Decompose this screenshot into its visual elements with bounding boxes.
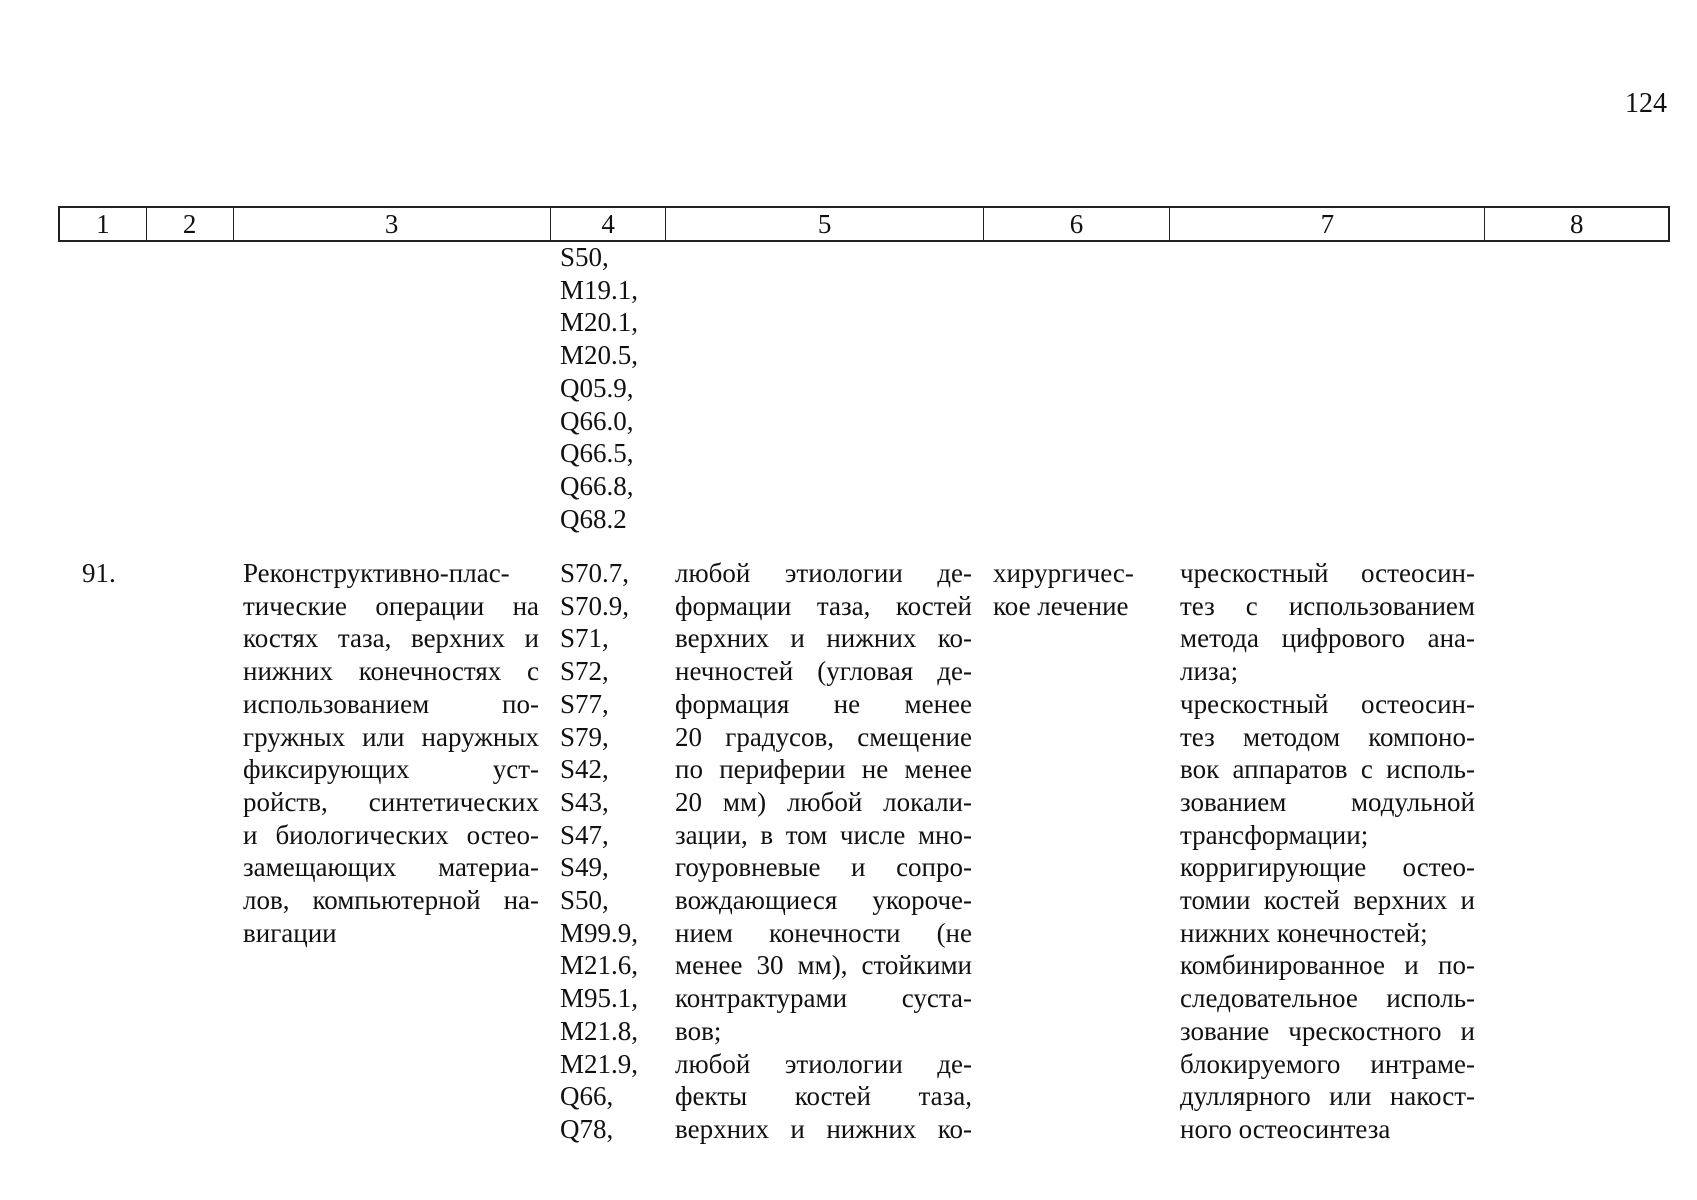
- indication-line: вождающиеся укороче-: [675, 885, 972, 916]
- continuation-codes-cell: [560, 241, 670, 535]
- method-line: ного остеосинтеза: [1180, 1113, 1391, 1144]
- header-col-4: 4: [551, 208, 667, 240]
- diagnosis-codes-cell: [560, 557, 670, 1146]
- header-col-8: 8: [1569, 209, 1584, 239]
- method-line: дуллярного или накост-: [1180, 1081, 1475, 1112]
- method-line: нижних конечностей;: [1180, 917, 1428, 948]
- code-line: Q66.8,: [560, 470, 634, 501]
- code-line: M19.1,: [560, 274, 639, 305]
- header-col-6: 6: [984, 208, 1171, 240]
- indication-line: формации таза, костей: [675, 590, 972, 621]
- method-line: трансформации;: [1180, 819, 1369, 850]
- treatment-type-cell: [993, 557, 1173, 622]
- code-line: M20.1,: [560, 307, 639, 338]
- indication-line: любой этиологии де-: [675, 1048, 972, 1079]
- method-line: зование чрескостного и: [1180, 1015, 1475, 1046]
- code-line: S42,: [560, 754, 609, 785]
- indication-line: менее 30 мм), стойкими: [675, 950, 972, 981]
- code-line: S72,: [560, 656, 609, 687]
- operation-name-cell: [243, 557, 539, 949]
- operation-line: замещающих материа-: [243, 852, 539, 883]
- code-line: Q05.9,: [560, 372, 634, 403]
- indication-line: любой этиологии де-: [675, 558, 972, 588]
- code-line: M21.9,: [560, 1048, 639, 1079]
- method-line: чрескостный остеосин-: [1180, 558, 1475, 588]
- code-line: S79,: [560, 721, 609, 752]
- indication-line: гоуровневые и сопро-: [675, 852, 972, 883]
- code-line: M95.1,: [560, 983, 639, 1014]
- operation-line: вигации: [243, 917, 337, 948]
- code-line: M20.5,: [560, 340, 639, 371]
- indication-line: формация не менее: [675, 688, 972, 719]
- method-line: тез методом компоно-: [1180, 721, 1475, 752]
- operation-line: Реконструктивно-плас-: [243, 558, 510, 588]
- operation-line: лов, компьютерной на-: [243, 885, 539, 916]
- header-col-7: 7: [1170, 208, 1485, 240]
- treatment-type-line: кое лечение: [993, 590, 1129, 621]
- indication-line: 20 мм) любой локали-: [675, 786, 972, 817]
- treatment-type-line: хирургичес-: [993, 558, 1134, 588]
- code-line: S43,: [560, 786, 609, 817]
- indication-line: нечностей (угловая де-: [675, 656, 972, 687]
- header-col-2: 2: [147, 208, 234, 240]
- code-line: S70.9,: [560, 590, 630, 621]
- code-line: S71,: [560, 623, 609, 654]
- method-line: комбинированное и по-: [1180, 950, 1475, 981]
- method-line: вок аппаратов с исполь-: [1180, 754, 1475, 785]
- code-line: Q68.2: [560, 503, 627, 534]
- code-line: M21.8,: [560, 1015, 639, 1046]
- indication-line: верхних и нижних ко-: [675, 623, 972, 654]
- code-line: S49,: [560, 852, 609, 883]
- code-line: Q66,: [560, 1081, 614, 1112]
- operation-line: тические операции на: [243, 590, 539, 621]
- indication-cell: [675, 557, 972, 1146]
- method-line: блокируемого интраме-: [1180, 1048, 1475, 1079]
- row-number: 91.: [82, 558, 116, 588]
- indication-line: 20 градусов, смещение: [675, 721, 972, 752]
- operation-line: использованием по-: [243, 688, 539, 719]
- operation-line: нижних конечностях с: [243, 656, 539, 687]
- method-line: следовательное исполь-: [1180, 983, 1475, 1014]
- page-number: 124: [1625, 88, 1667, 119]
- operation-line: ройств, синтетических: [243, 786, 539, 817]
- header-col-1: 1: [60, 208, 147, 240]
- indication-line: фекты костей таза,: [675, 1081, 972, 1112]
- method-line: лиза;: [1180, 656, 1239, 687]
- header-col-5: 5: [666, 208, 983, 240]
- code-line: S47,: [560, 819, 609, 850]
- indication-line: по периферии не менее: [675, 754, 972, 785]
- treatment-method-cell: [1180, 557, 1475, 1146]
- method-line: чрескостный остеосин-: [1180, 688, 1475, 719]
- operation-line: и биологических остео-: [243, 819, 539, 850]
- indication-line: контрактурами суста-: [675, 983, 972, 1014]
- code-line: Q66.5,: [560, 438, 634, 469]
- operation-line: гружных или наружных: [243, 721, 539, 752]
- method-line: зованием модульной: [1180, 786, 1475, 817]
- code-line: M99.9,: [560, 917, 639, 948]
- code-line: Q66.0,: [560, 405, 634, 436]
- header-col-3: 3: [234, 208, 551, 240]
- code-line: S50,: [560, 242, 609, 272]
- code-line: S77,: [560, 688, 609, 719]
- indication-line: верхних и нижних ко-: [675, 1113, 972, 1144]
- code-line: S50,: [560, 885, 609, 916]
- code-line: S70.7,: [560, 558, 630, 588]
- operation-line: костях таза, верхних и: [243, 623, 539, 654]
- operation-line: фиксирующих уст-: [243, 754, 539, 785]
- table-header-row: [58, 206, 1670, 242]
- method-line: метода цифрового ана-: [1180, 623, 1475, 654]
- code-line: Q78,: [560, 1113, 614, 1144]
- indication-line: вов;: [675, 1015, 722, 1046]
- method-line: тез с использованием: [1180, 590, 1475, 621]
- indication-line: зации, в том числе мно-: [675, 819, 972, 850]
- method-line: томии костей верхних и: [1180, 885, 1475, 916]
- method-line: корригирующие остео-: [1180, 852, 1475, 883]
- indication-line: нием конечности (не: [675, 917, 972, 948]
- code-line: M21.6,: [560, 950, 639, 981]
